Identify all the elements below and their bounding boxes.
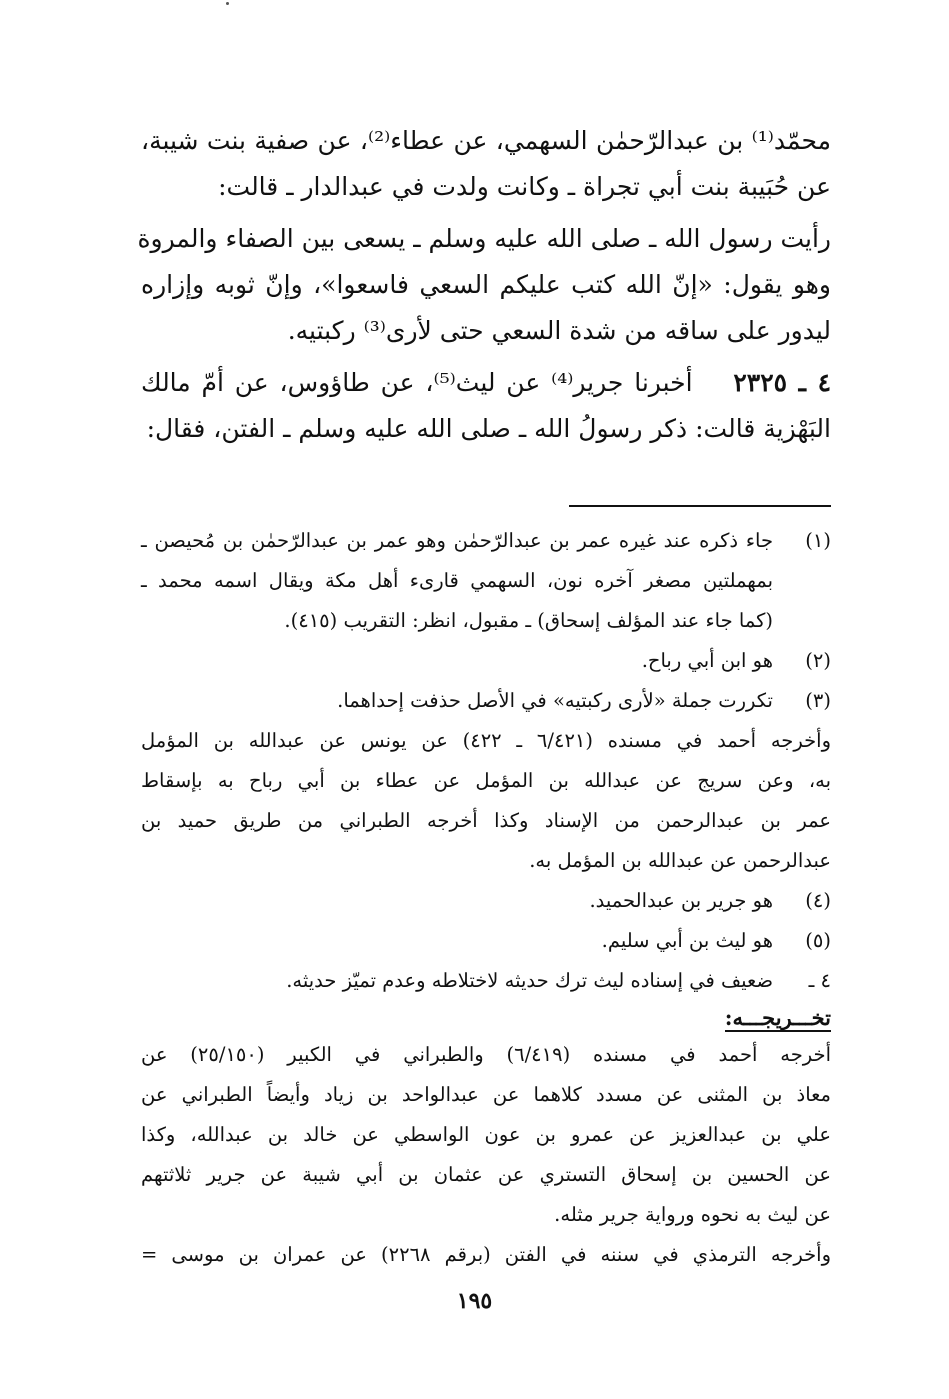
page-number: ١٩٥ [456, 1288, 493, 1314]
takhrij-line: أخرجه أحمد في مسنده (٦/٤١٩) والطبراني في الكبير (٢٥/١٥٠) عن [141, 1043, 831, 1066]
footnote-line: هو جرير بن عبدالحميد. [589, 889, 773, 912]
takhrij-heading [141, 1001, 831, 1035]
hadith-number: ٤ ـ ٢٣٢٥ [733, 368, 831, 397]
scan-speck [226, 2, 229, 5]
main-line: رأيت رسول الله ـ صلى الله عليه وسلم ـ يسعى بين الصفاء والمروة [137, 224, 831, 253]
takhrij-heading-text: تخـــريجـــه: [724, 1005, 831, 1030]
footnote-line: (كما جاء عند المؤلف إسحاق) ـ مقبول، انظر: التقريب (٤١٥). [284, 609, 773, 632]
main-line: البَهْزية قالت: ذكر رسولُ الله ـ صلى الله عليه وسلم ـ الفتن، فقال: [146, 414, 831, 443]
main-text [137, 118, 832, 452]
footnote-line: هو ابن أبي رباح. [641, 649, 773, 672]
footnotes [141, 521, 831, 1275]
hadith-intro: أخبرنا جرير⁽⁴⁾ [551, 368, 693, 397]
main-line: عن ليث⁽⁵⁾، عن طاؤوس، عن أمّ مالك [141, 368, 541, 397]
footnote-mark: (٤) [805, 889, 831, 912]
footnote-mark: (٣) [805, 689, 831, 712]
footnote-continuation-line: وأخرجه أحمد في مسنده (٦/٤٢١ ـ ٤٢٢) عن يونس عن عبدالله بن المؤمل [141, 729, 831, 752]
grading-mark: ٤ ـ [808, 969, 831, 992]
footnote-1 [141, 521, 831, 641]
footnote-line: جاء ذكره عند غيره عمر بن عبدالرّحمٰن وهو عمر بن عبدالرّحمٰن بن مُحيصن ـ [141, 529, 773, 552]
footnote-3 [141, 681, 831, 721]
takhrij-line: عن ليث به نحوه ورواية جرير مثله. [554, 1203, 831, 1226]
main-line: محمّد⁽¹⁾ بن عبدالرّحمٰن السهمي، عن عطاء⁽²⁾، عن صفية بنت شيبة، [141, 126, 832, 155]
footnote-line: بمهملتين مصغر آخره نون، السهمي قارىء أهل مكة ويقال اسمه محمد ـ [141, 569, 773, 592]
takhrij-line: وأخرجه الترمذي في سننه في الفتن (برقم ٢٢٦٨) عن عمران بن موسى = [141, 1243, 831, 1266]
takhrij-line: معاذ بن المثنى عن مسدد كلاهما عن عبدالواحد بن زياد وأيضاً الطبراني عن [141, 1083, 831, 1106]
footnote-mark: (١) [805, 529, 831, 552]
takhrij-line: عن الحسين بن إسحاق التستري عن عثمان بن أبي شيبة عن جرير ثلاثتهم [141, 1163, 831, 1186]
footnote-line: هو ليث بن أبي سليم. [601, 929, 773, 952]
hadith-header-line [141, 360, 831, 406]
footnote-line: تكررت جملة «لأرى ركبتيه» في الأصل حذفت إحداهما. [337, 689, 773, 712]
takhrij-line: علي بن عبدالعزيز عن عمرو بن عون الواسطي عن خالد بن عبدالله، وكذا [141, 1123, 831, 1146]
grading-line: ضعيف في إسناده ليث ترك حديثه لاختلاطه وعدم تميّز حديثه. [286, 969, 773, 992]
footnote-mark: (٥) [805, 929, 831, 952]
footnote-5 [141, 921, 831, 961]
main-line: عن حُبَيبة بنت أبي تجراة ـ وكانت ولدت في عبدالدار ـ قالت: [218, 172, 831, 201]
footnote-continuation-line: عبدالرحمن عن عبدالله بن المؤمل به. [529, 849, 831, 872]
footnote-4 [141, 881, 831, 921]
grading-note [141, 961, 831, 1001]
footnote-separator [569, 505, 831, 507]
footnote-continuation-line: عمر بن عبدالرحمن من الإسناد وكذا أخرجه الطبراني من طريق حميد بن [141, 809, 831, 832]
footnote-mark: (٢) [805, 649, 831, 672]
footnote-continuation-line: به، وعن سريج عن عبدالله بن المؤمل عن عطاء بن أبي رباح به بإسقاط [141, 769, 831, 792]
footnote-2 [141, 641, 831, 681]
main-line: ليدور على ساقه من شدة السعي حتى لأرى⁽³⁾ ركبتيه. [287, 316, 831, 345]
main-line: وهو يقول: «إنّ الله كتب عليكم السعي فاسعوا»، وإنّ ثوبه وإزاره [141, 270, 831, 299]
